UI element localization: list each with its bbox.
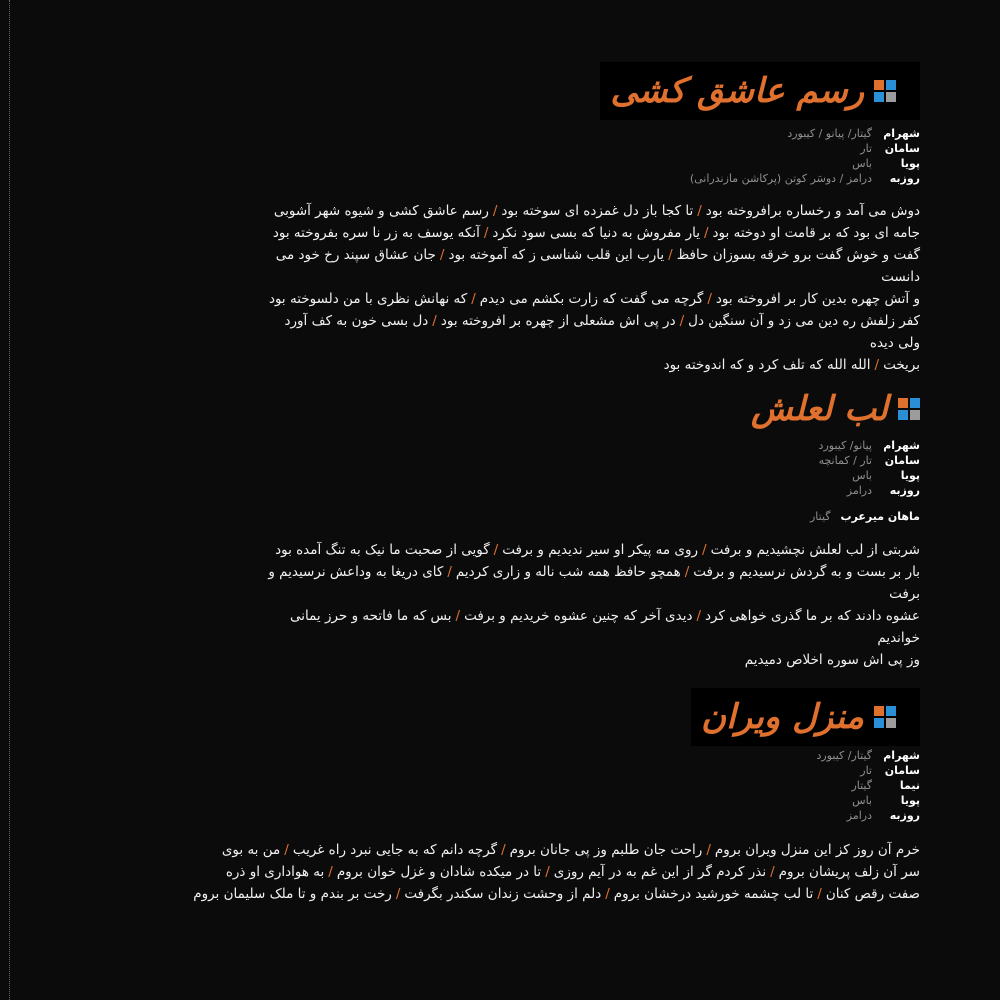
- musician-name: شهرام: [883, 127, 920, 140]
- song-title: منزل ویران: [701, 697, 864, 737]
- musician-role: گیتار: [851, 779, 872, 792]
- musician-name: نیما: [899, 779, 920, 792]
- poem-line: گفت و خوش گفت برو خرقه بسوزان حافظ/یارب این قلب شناسی ز که آموخته بود/جان عشاق سپند رخ خود می دانست: [275, 247, 920, 285]
- credits-list: [260, 438, 920, 498]
- song-section-2: [260, 389, 920, 671]
- musician-role: باس: [852, 157, 872, 170]
- musician-name: روزبه: [889, 172, 920, 185]
- musician-role: باس: [852, 794, 872, 807]
- musician-role: درامز: [846, 484, 872, 497]
- guest-musician: [260, 510, 920, 523]
- musician-name: شهرام: [883, 749, 920, 762]
- musician-role: تار: [860, 142, 872, 155]
- credit-row: [260, 141, 920, 156]
- song-title: رسم عاشق کشی: [610, 71, 864, 111]
- page-border-dotted: [9, 0, 10, 1000]
- credit-row: [60, 778, 920, 793]
- song-title-row: [691, 688, 920, 746]
- musician-role: گیتار/ کیبورد: [816, 749, 872, 762]
- poem-line: جامه ای بود که بر قامت او دوخته بود/یار مفروش به دنیا که بسی سود نکرد/آنکه یوسف به زر نا سره بفروخته بود: [272, 225, 920, 241]
- poem-line: عشوه دادند که بر ما گذری خواهی کرد/دیدی آخر که چنین عشوه خریدیم و برفت/بس که ما فاتحه و حرز یمانی خواندیم: [289, 608, 920, 646]
- poem-text: [260, 539, 920, 671]
- poem-line: وز پی اش سوره اخلاص دمیدیم: [744, 652, 920, 668]
- musician-name: پویا: [900, 794, 920, 807]
- poem-line: خرم آن روز کز این منزل ویران بروم/راحت جان طلبم وز پی جانان بروم/گرچه دانم که به جایی نبرد راه غریب/من به بوی: [221, 842, 920, 858]
- credit-row: [260, 126, 920, 141]
- credit-row: [260, 468, 920, 483]
- musician-name: سامان: [884, 454, 920, 467]
- credits-list: [60, 748, 920, 823]
- song-title: لب لعلش: [751, 389, 888, 429]
- poem-line: بار بر بست و به گردش نرسیدیم و برفت/همچو حافظ همه شب ناله و زاری کردیم/کای دریغا به وداعش نرسیدیم و برفت: [268, 564, 920, 602]
- musician-name: پویا: [900, 469, 920, 482]
- squares-logo-icon: [874, 706, 896, 728]
- poem-line: دوش می آمد و رخساره برافروخته بود/تا کجا باز دل غمزده ای سوخته بود/رسم عاشق کشی و شیوه شهر آشوبی: [273, 203, 920, 219]
- song-title-row: [600, 62, 920, 120]
- song-section-3: [60, 688, 920, 905]
- credit-row: [260, 483, 920, 498]
- musician-role: پیانو/ کیبورد: [818, 439, 872, 452]
- credit-row: [60, 793, 920, 808]
- guest-role: گیتار: [809, 510, 831, 523]
- credit-row: [260, 453, 920, 468]
- guest-name: ماهان میرعرب: [840, 510, 920, 523]
- musician-role: باس: [852, 469, 872, 482]
- song-section-1: [260, 62, 920, 376]
- musician-name: روزبه: [889, 809, 920, 822]
- musician-role: گیتار/ پیانو / کیبورد: [787, 127, 872, 140]
- credit-row: [260, 171, 920, 186]
- credit-row: [260, 156, 920, 171]
- credit-row: [60, 808, 920, 823]
- musician-role: تار: [860, 764, 872, 777]
- poem-line: صفت رقص کنان/تا لب چشمه خورشید درخشان بروم/دلم از وحشت زندان سکندر بگرفت/رخت بر بندم و تا ملک سلیمان بروم: [193, 886, 920, 902]
- poem-line: سر آن زلف پریشان بروم/نذر کردم گر از این غم به در آیم روزی/تا در میکده شادان و غزل خوان بروم/به هواداری او ذره: [225, 864, 920, 880]
- squares-logo-icon: [874, 80, 896, 102]
- credit-row: [60, 748, 920, 763]
- poem-line: و آتش چهره بدین کار بر افروخته بود/گرچه می گفت که زارت بکشم می دیدم/که نهانش نظری با من دلسوخته بود: [268, 291, 920, 307]
- poem-line: کفر زلفش ره دین می زد و آن سنگین دل/در پی اش مشعلی از چهره بر افروخته بود/دل بسی خون به کف آورد ولی دیده: [284, 313, 920, 351]
- credit-row: [60, 763, 920, 778]
- musician-name: سامان: [884, 764, 920, 777]
- poem-line: شربتی از لب لعلش نچشیدیم و برفت/روی مه پیکر او سیر ندیدیم و برفت/گویی از صحبت ما نیک به تنگ آمده بود: [275, 542, 920, 558]
- credit-row: [260, 438, 920, 453]
- musician-name: شهرام: [883, 439, 920, 452]
- squares-logo-icon: [898, 398, 920, 420]
- credits-list: [260, 126, 920, 186]
- musician-name: پویا: [900, 157, 920, 170]
- musician-role: درامز / دوسَر کوتن (پرکاشن مازندرانی): [689, 172, 872, 185]
- poem-line: بریخت/الله الله که تلف کرد و که اندوخته بود: [663, 357, 920, 373]
- musician-role: تار / کمانچه: [818, 454, 872, 467]
- musician-role: درامز: [846, 809, 872, 822]
- musician-name: سامان: [884, 142, 920, 155]
- song-title-row: [260, 389, 920, 429]
- musician-name: روزبه: [889, 484, 920, 497]
- poem-text: [260, 200, 920, 376]
- poem-text: [60, 839, 920, 905]
